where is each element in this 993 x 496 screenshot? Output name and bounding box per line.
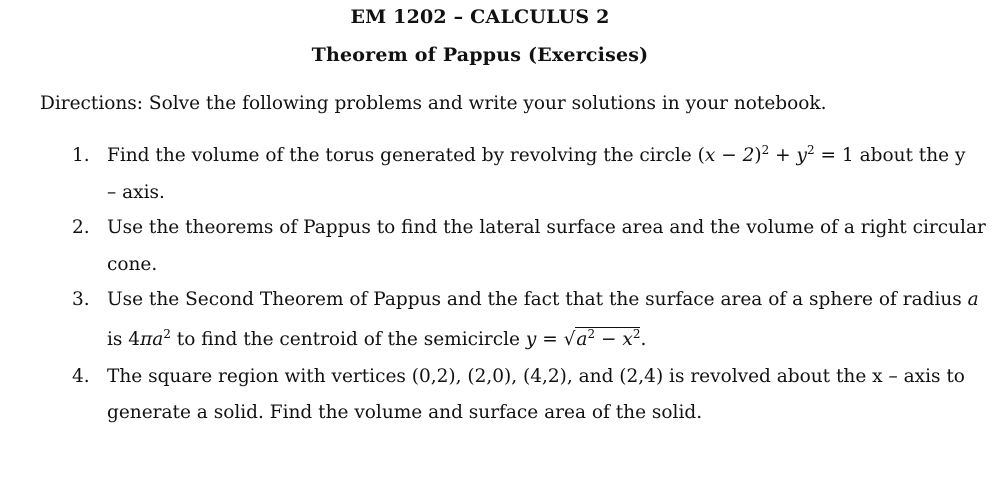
circle-equation: $(x - 2)^2 + y^2 = 1$ (697, 143, 854, 166)
topic-title: Theorem of Pappus (Exercises) (311, 44, 649, 66)
problem-line (107, 145, 965, 166)
directions-text: Directions: Solve the following problems and write your solutions in your notebook. (40, 93, 827, 114)
problem-text-tail: about the y (853, 145, 966, 166)
problem-text-end: . (640, 329, 647, 350)
problem-number: 2. (72, 217, 90, 238)
course-title: EM 1202 – CALCULUS 2 (350, 6, 610, 28)
problem-text: is (107, 329, 129, 350)
problem-line: Use the theorems of Pappus to find the lateral surface area and the volume of a right circular (107, 217, 986, 238)
problem-text-mid: to find the centroid of the semicircle (170, 329, 526, 350)
problem-line-2: generate a solid. Find the volume and surface area of the solid. (107, 402, 703, 423)
semicircle-equation: $y = √a^2 - x^2$ (525, 327, 641, 350)
problem-line-2: – axis. (107, 182, 165, 203)
problem-text: Find the volume of the torus generated by revolving the circle (107, 145, 698, 166)
sphere-area-expression: $4\pi a^2$ (128, 327, 171, 350)
problem-line-2: cone. (107, 254, 158, 275)
problem-line (107, 289, 979, 310)
problem-number: 1. (72, 145, 90, 166)
problem-number: 4. (72, 366, 90, 387)
problem-line: The square region with vertices (0,2), (2,0), (4,2), and (2,4) is revolved about the x – axis to (107, 366, 965, 387)
problem-number: 3. (72, 289, 90, 310)
radius-variable: a (967, 289, 979, 310)
problem-line-2 (107, 329, 646, 350)
problem-text: Use the Second Theorem of Pappus and the fact that the surface area of a sphere of radius (107, 289, 968, 310)
